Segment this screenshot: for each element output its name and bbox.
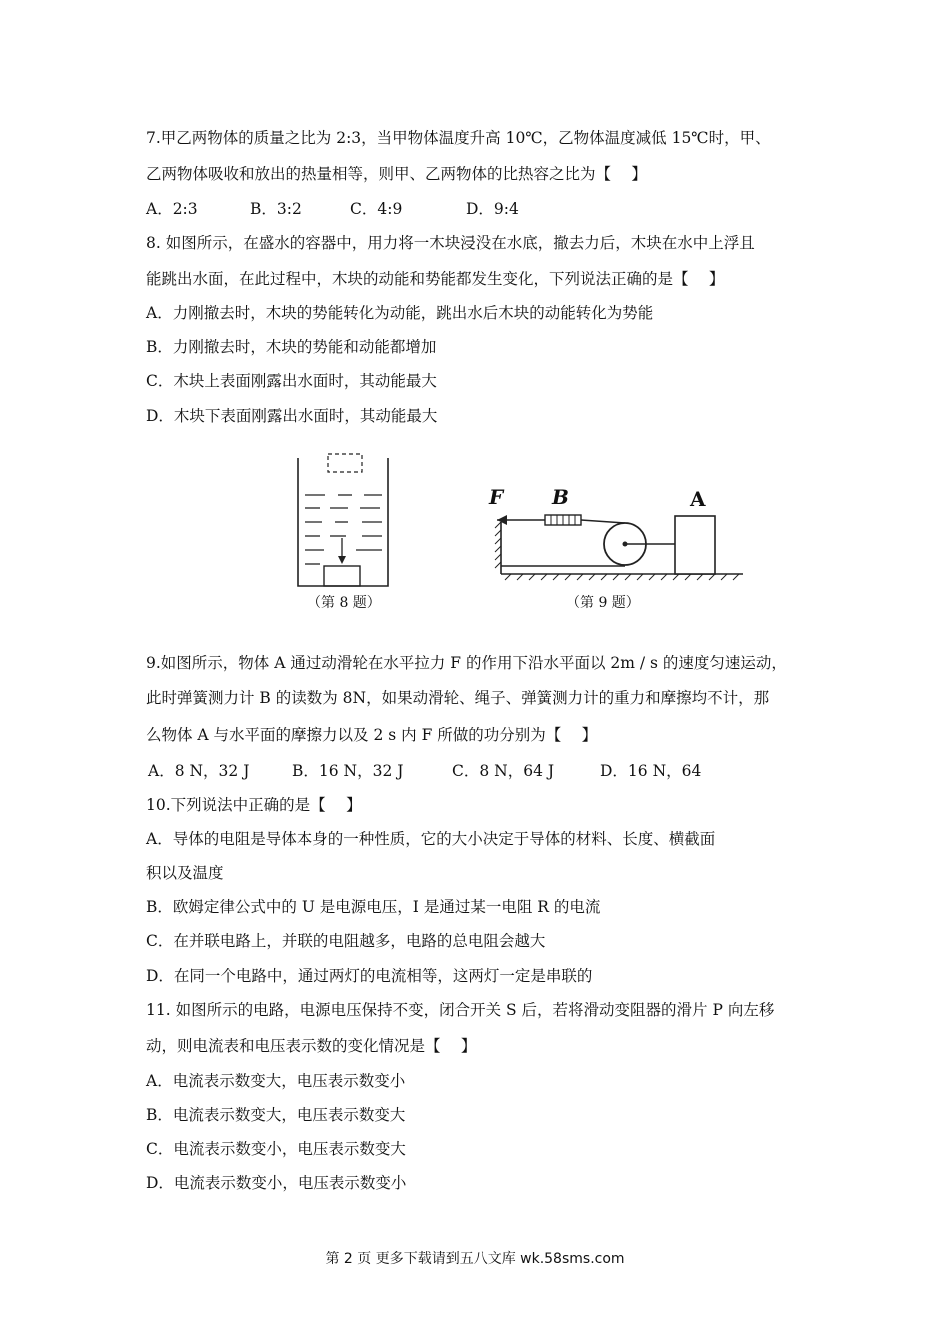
q8-option-b: B．力刚撤去时，木块的势能和动能都增加 [146,338,437,356]
q7-option-d: D．9:4 [466,200,519,218]
figure-9-caption: （第 9 题） [566,595,640,611]
q7-stem-line1: 7.甲乙两物体的质量之比为 2:3，当甲物体温度升高 10℃，乙物体温度减低 15℃时，甲、 [146,129,771,147]
q10-option-b: B．欧姆定律公式中的 U 是电源电压，I 是通过某一电阻 R 的电流 [146,898,601,916]
figure-8-caption: （第 8 题） [307,595,381,611]
q11-stem-line2: 动，则电流表和电压表示数的变化情况是【 】 [146,1037,477,1055]
q9-option-b: B．16 N，32 J [292,762,404,780]
figure-9-label-b: B [552,485,569,509]
q9-stem-line1: 9.如图所示，物体 A 通过动滑轮在水平拉力 F 的作用下沿水平面以 2m / s 的速度匀速运动， [146,654,787,672]
q8-option-c: C．木块上表面刚露出水面时，其动能最大 [146,372,437,390]
q10-option-a-line2: 积以及温度 [146,864,224,882]
q8-option-a: A．力刚撤去时，木块的势能转化为动能，跳出水后木块的动能转化为势能 [146,304,654,322]
q8-stem-line2: 能跳出水面，在此过程中，木块的动能和势能都发生变化，下列说法正确的是【 】 [146,270,725,288]
q9-option-d: D．16 N，64 [600,762,702,780]
figure-9-label-a: A [690,487,706,511]
q11-option-c: C．电流表示数变小，电压表示数变大 [146,1140,406,1158]
figure-9-pulley [485,484,750,584]
figure-9-label-f: F [489,485,504,509]
figure-8-container [290,450,400,590]
q7-stem-line2: 乙两物体吸收和放出的热量相等，则甲、乙两物体的比热容之比为【 】 [146,165,647,183]
q10-option-a-line1: A．导体的电阻是导体本身的一种性质，它的大小决定于导体的材料、长度、横截面 [146,830,716,848]
q9-stem-line2: 此时弹簧测力计 B 的读数为 8N，如果动滑轮、绳子、弹簧测力计的重力和摩擦均不计，那 [146,689,770,707]
q9-option-a: A．8 N，32 J [148,762,250,780]
q11-option-d: D．电流表示数变小，电压表示数变小 [146,1174,407,1192]
q10-stem: 10.下列说法中正确的是【 】 [146,796,362,814]
q8-stem-line1: 8. 如图所示，在盛水的容器中，用力将一木块浸没在水底，撤去力后，木块在水中上浮且 [146,234,755,252]
q7-option-a: A．2:3 [146,200,198,218]
q7-option-b: B．3:2 [250,200,302,218]
q9-stem-line3: 么物体 A 与水平面的摩擦力以及 2 s 内 F 所做的功分别为【 】 [146,726,598,744]
q11-option-b: B．电流表示数变大，电压表示数变大 [146,1106,406,1124]
q11-stem-line1: 11. 如图所示的电路，电源电压保持不变，闭合开关 S 后，若将滑动变阻器的滑片 P 向左移 [146,1001,775,1019]
q10-option-c: C．在并联电路上，并联的电阻越多，电路的总电阻会越大 [146,932,546,950]
q11-option-a: A．电流表示数变大，电压表示数变小 [146,1072,406,1090]
q7-option-c: C．4:9 [350,200,403,218]
q9-option-c: C．8 N，64 J [452,762,555,780]
q10-option-d: D．在同一个电路中，通过两灯的电流相等，这两灯一定是串联的 [146,967,593,985]
page-footer: 第 2 页 更多下载请到五八文库 wk.58sms.com [325,1251,625,1267]
q8-option-d: D．木块下表面刚露出水面时，其动能最大 [146,407,438,425]
